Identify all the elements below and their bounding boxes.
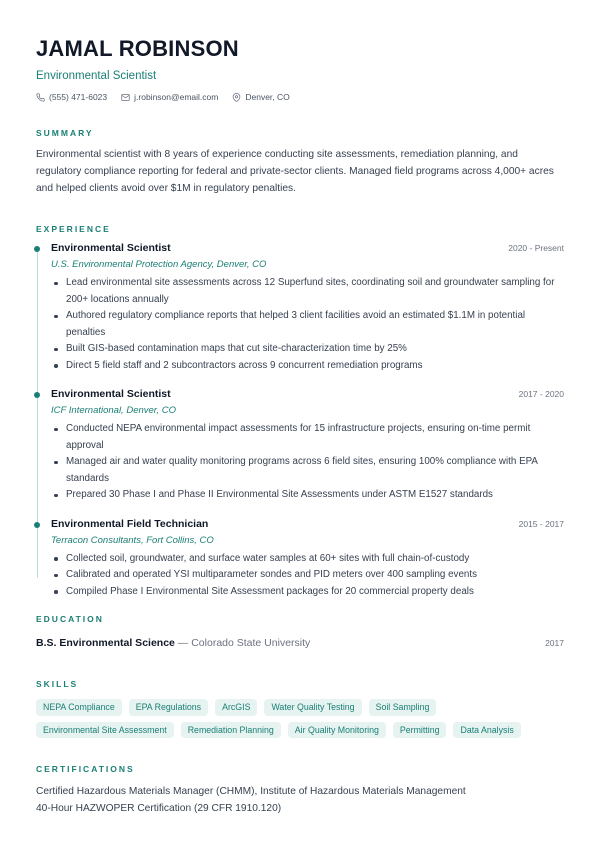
- job-bullet: Collected soil, groundwater, and surface water samples at 60+ sites with full chain-of-custody: [51, 551, 564, 568]
- skill-chip: Data Analysis: [453, 722, 520, 739]
- job-dates: 2015 - 2017: [518, 518, 564, 529]
- job-organization: Terracon Consultants, Fort Collins, CO: [51, 534, 214, 546]
- certification-item: 40-Hour HAZWOPER Certification (29 CFR 1910.120): [36, 803, 282, 814]
- job-entry: [51, 242, 564, 374]
- skill-chip: Permitting: [393, 722, 447, 739]
- job-bullets: [51, 551, 564, 601]
- education-degree: B.S. Environmental Science: [36, 637, 175, 649]
- skill-chip: EPA Regulations: [129, 699, 208, 716]
- location-pin-icon: [232, 93, 241, 102]
- timeline-dot: [34, 522, 40, 528]
- skill-chip: Environmental Site Assessment: [36, 722, 174, 739]
- timeline-line: [37, 248, 39, 578]
- education-year: 2017: [545, 638, 564, 648]
- education-heading: EDUCATION: [36, 614, 104, 624]
- contact-row: [36, 92, 564, 102]
- skill-chip: Water Quality Testing: [264, 699, 361, 716]
- job-entry: [51, 388, 564, 504]
- contact-phone[interactable]: [36, 92, 107, 102]
- education-school: — Colorado State University: [174, 637, 311, 649]
- job-bullet: Authored regulatory compliance reports that helped 3 client facilities avoid an estimated $1.1M in potential penalties: [51, 308, 564, 341]
- experience-heading: EXPERIENCE: [36, 224, 111, 234]
- summary-text: Environmental scientist with 8 years of experience conducting site assessments, remediation planning, and regulatory compliance reporting for federal and private-sector clients. Managed field programs across 4,000+ acres and helped clients avoid over $1M in regulatory penalties.: [36, 149, 554, 194]
- job-bullet: Calibrated and operated YSI multiparameter sondes and PID meters over 400 sampling events: [51, 567, 564, 584]
- mail-icon: [121, 93, 130, 102]
- candidate-name: JAMAL ROBINSON: [36, 36, 239, 61]
- job-bullet: Direct 5 field staff and 2 subcontractors across 9 concurrent remediation programs: [51, 358, 564, 375]
- contact-email[interactable]: [121, 92, 218, 102]
- job-bullet: Prepared 30 Phase I and Phase II Environmental Site Assessments under ASTM E1527 standards: [51, 487, 564, 504]
- contact-location: [232, 92, 289, 102]
- job-bullets: [51, 275, 564, 374]
- certifications-heading: CERTIFICATIONS: [36, 764, 135, 774]
- phone-text: (555) 471-6023: [49, 92, 108, 102]
- job-role: Environmental Scientist: [51, 242, 171, 254]
- candidate-title: Environmental Scientist: [36, 70, 157, 82]
- experience-timeline: [36, 242, 564, 600]
- email-text: j.robinson@email.com: [134, 92, 219, 102]
- job-dates: 2017 - 2020: [518, 389, 564, 399]
- certification-item: Certified Hazardous Materials Manager (CHMM), Institute of Hazardous Materials Management: [36, 786, 466, 797]
- job-bullet: Lead environmental site assessments across 12 Superfund sites, coordinating soil and groundwater sampling for 200+ locations annually: [51, 275, 564, 308]
- job-bullet: Managed air and water quality monitoring programs across 6 field sites, ensuring 100% compliance with EPA standards: [51, 454, 564, 487]
- job-bullet: Conducted NEPA environmental impact assessments for 15 infrastructure projects, ensuring on-time permit approval: [51, 421, 564, 454]
- phone-icon: [36, 93, 45, 102]
- job-entry: [51, 518, 564, 601]
- certifications-list: [36, 783, 564, 817]
- skills-list: [36, 699, 576, 738]
- skill-chip: NEPA Compliance: [36, 699, 122, 716]
- education-entry: [36, 633, 564, 651]
- timeline-dot: [34, 246, 40, 252]
- job-organization: ICF International, Denver, CO: [51, 405, 176, 416]
- timeline-dot: [34, 392, 40, 398]
- job-organization: U.S. Environmental Protection Agency, Denver, CO: [51, 259, 267, 270]
- job-role: Environmental Scientist: [51, 388, 171, 400]
- job-bullet: Compiled Phase I Environmental Site Assessment packages for 20 commercial property deals: [51, 584, 564, 601]
- skills-heading: SKILLS: [36, 679, 79, 689]
- skill-chip: ArcGIS: [215, 699, 257, 716]
- skill-chip: Remediation Planning: [181, 722, 281, 739]
- job-bullets: [51, 421, 564, 504]
- skill-chip: Air Quality Monitoring: [288, 722, 386, 739]
- job-bullet: Built GIS-based contamination maps that cut site-characterization time by 25%: [51, 341, 564, 358]
- skill-chip: Soil Sampling: [369, 699, 437, 716]
- job-dates: 2020 - Present: [508, 243, 564, 253]
- resume-header: [36, 36, 564, 102]
- job-role: Environmental Field Technician: [51, 517, 209, 530]
- summary-heading: SUMMARY: [36, 128, 94, 138]
- location-text: Denver, CO: [245, 92, 290, 102]
